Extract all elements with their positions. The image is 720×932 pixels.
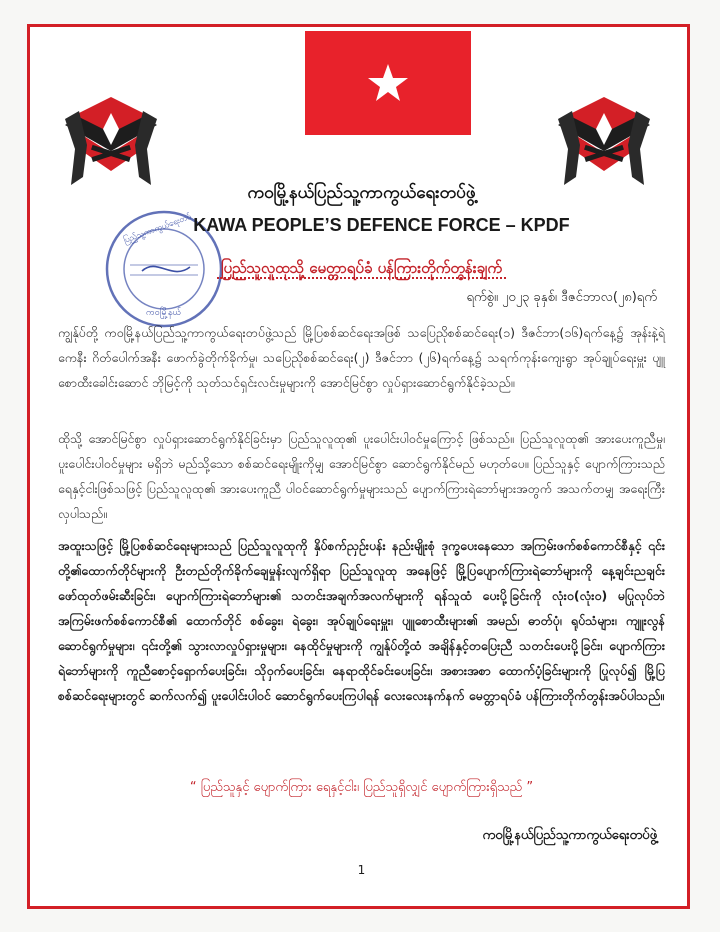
paragraph-1: ကျွန်ုပ်တို့ ကဝမြို့နယ်ပြည်သူ့ကာကွယ်ရေးတပ်ဖွဲ့သည် မြို့ပြစစ်ဆင်ရေးအဖြစ် သပြေညိုစစ်ဆင်ရေး(၁) ဒီဇင်ဘာ(၁၆)ရက်နေ့၌ အုန်းနဲ့ရဲကေနီး ဂိတ်ပေါက်အနီး ဖောက်ခွဲတိုက်ခိုက်မှု၊ သပြေညိုစစ်ဆင်ရေး(၂) ဒီဇင်ဘာ (၂၆)ရက်နေ့၌ သရက်ကုန်းကျေးရွာ အုပ်ချုပ်ရေးမှူး ပျူစောထီးခေါင်းဆောင် ဘိုမြင့်ကို သုတ်သင်ရှင်းလင်းမှုများကို အောင်မြင်စွာ လှုပ်ရှားဆောင်ရွက်နိုင်ခဲ့သည်။ [58, 325, 665, 390]
stamp-text-top: ပြည်သူ့ကာကွယ်ရေးတပ် [122, 211, 193, 245]
page-number: 1 [357, 863, 366, 877]
organization-title-en: KAWA PEOPLE’S DEFENCE FORCE – KPDF [193, 215, 570, 235]
document-heading-text: ပြည်သူလူထုသို့ မေတ္တာရပ်ခံ ပန်ကြားတိုက်တွန်းချက် [217, 259, 506, 279]
red-flag [305, 31, 471, 135]
paragraph-2: ထိုသို့ အောင်မြင်စွာ လှုပ်ရှားဆောင်ရွက်နိုင်ခြင်းမှာ ပြည်သူလူထု၏ ပူးပေါင်းပါဝင်မှုကြောင့် ဖြစ်သည်။ ပြည်သူလူထု၏ အားပေးကူညီမှု၊ ပူးပေါင်းပါဝင်မှုများ မရှိဘဲ မည်သို့သော စစ်ဆင်ရေးမျိုးကိုမျှ အောင်မြင်စွာ ဆောင်ရွက်နိုင်မည် မဟုတ်ပေ။ ပြည်သူနှင့် ပျောက်ကြားသည် ရေနှင့်ငါးဖြစ်သဖြင့် ပြည်သူလူထု၏ အားပေးကူညီ ပါဝင်ဆောင်ရွက်မှုများသည် ပျောက်ကြားရဲဘော်များအတွက် အသက်တမျှ အရေးကြီးလှပါသည်။ [58, 431, 665, 521]
stamp-text-bottom: ကဝမြို့နယ် [146, 308, 182, 318]
emblem-right-icon [550, 93, 658, 189]
star-icon [366, 61, 410, 105]
document-heading [30, 259, 693, 281]
slogan: “ ပြည်သူနှင့် ပျောက်ကြား ရေနှင့်ငါး၊ ပြည်သူရှိလျှင် ပျောက်ကြားရှိသည် ” [189, 780, 534, 795]
signature: ကဝမြို့နယ်ပြည်သူ့ကာကွယ်ရေးတပ်ဖွဲ့ [482, 828, 657, 843]
paragraph-3: အထူးသဖြင့် မြို့ပြစစ်ဆင်ရေးများသည် ပြည်သူလူထုကို နှိပ်စက်ညှဉ်းပန်း နည်းမျိုးစုံ ဒုက္ခပေးနေသော အကြမ်းဖက်စစ်ကောင်စီနှင့် ၎င်းတို့၏ထောက်တိုင်များကို ဦးတည်တိုက်ခိုက်ချေမှုန်းလျက်ရှိရာ ပြည်သူလူထု အနေဖြင့် မြို့ပြပျောက်ကြားရဲဘော်များကို နေ့ချင်းညချင်း ဖော်ထုတ်ဖမ်းဆီးခြင်း၊ ပျောက်ကြားရဲဘော်များ၏ သတင်းအချက်အလက်များကို ရန်သူထံ ပေးပို့ခြင်းကို လုံး၀(လုံး၀) မပြုလုပ်ဘဲ အကြမ်းဖက်စစ်ကောင်စီ၏ ထောက်တိုင် စစ်ခွေး၊ ရဲခွေး၊ အုပ်ချုပ်ရေးမှူး၊ ပျူစောထီးများ၏ အမည်၊ ဓာတ်ပုံ၊ ရုပ်သံများ၊ ကျူးလွန်ဆောင်ရွက်မှုများ၊ ၎င်းတို့၏ သွားလာလှုပ်ရှားမှုများ၊ နေထိုင်မှုများကို ကျွန်ုပ်တို့ထံ အချိန်နှင့်တပြေးညီ သတင်းပေးပို့ခြင်း၊ ပျောက်ကြားရဲဘော်များကို ကူညီစောင့်ရှောက်ပေးခြင်း၊ သို၀ှက်ပေးခြင်း၊ နေရာထိုင်ခင်းပေးခြင်း၊ အစားအစာ ထောက်ပံ့ခြင်းများကို ပြုလုပ်၍ မြို့ပြစစ်ဆင်ရေးများတွင် ဆက်လက်၍ ပူးပေါင်းပါဝင် ဆောင်ရွက်ပေးကြပါရန် လေးလေးနက်နက် မေတ္တာရပ်ခံ ပန်ကြားတိုက်တွန်းအပ်ပါသည်။ [58, 538, 665, 703]
document-page [27, 24, 690, 909]
document-date: ရက်စွဲ။ ၂၀၂၃ ခုနှစ်၊ ဒီဇင်ဘာလ(၂၈)ရက် [466, 290, 657, 305]
organization-title-mm: ကဝမြို့နယ်ပြည်သူ့ကာကွယ်ရေးတပ်ဖွဲ့ [247, 183, 476, 203]
svg-text:ကဝမြို့နယ် [146, 306, 182, 319]
emblem-left-icon [57, 93, 165, 189]
